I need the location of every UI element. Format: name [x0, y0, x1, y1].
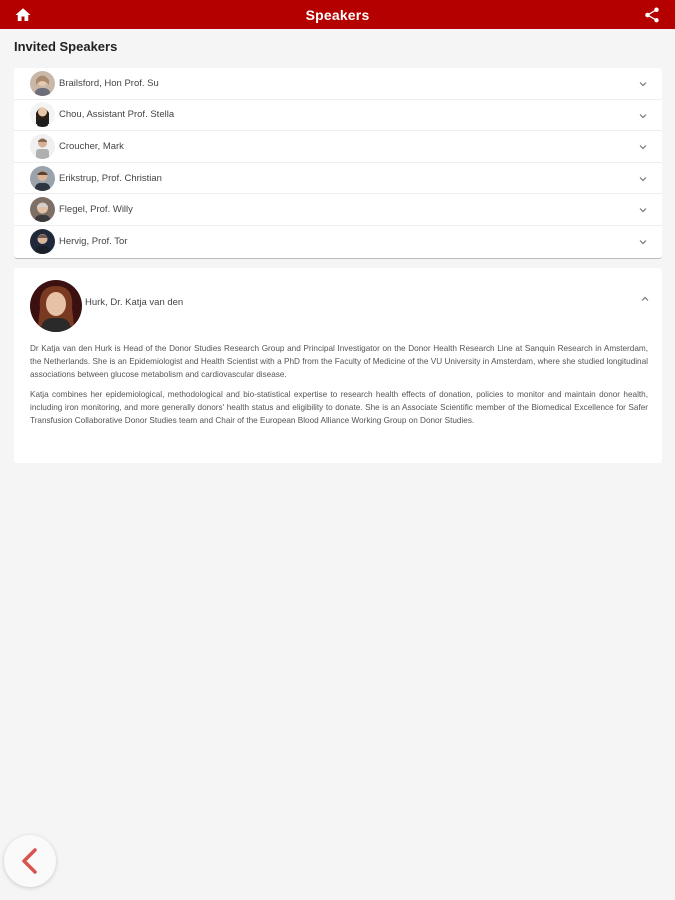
avatar [30, 71, 55, 96]
avatar [30, 102, 55, 127]
avatar [30, 229, 55, 254]
chevron-left-icon [18, 847, 42, 875]
chevron-down-icon [638, 205, 648, 215]
speaker-name: Croucher, Mark [59, 140, 124, 152]
chevron-down-icon [638, 237, 648, 247]
chevron-down-icon [638, 111, 648, 121]
section-title: Invited Speakers [14, 39, 118, 54]
home-icon[interactable] [14, 6, 32, 24]
speaker-row[interactable] [14, 131, 662, 163]
speaker-name: Flegel, Prof. Willy [59, 204, 133, 216]
speaker-list [14, 68, 662, 259]
avatar [30, 134, 55, 159]
speaker-row[interactable] [14, 226, 662, 258]
bio-paragraph: Dr Katja van den Hurk is Head of the Donor Studies Research Group and Principal Investigator on the Donor Health Research Line at Sanquin Research in Amsterdam, the Netherlands. She is an Epidemiologist and Health Scientist with a PhD from the Faculty of Medicine of the VU University in Amsterdam, where she studied longitudinal associations between glucose metabolism and cardiovascular disease. [30, 344, 648, 379]
speaker-name: Erikstrup, Prof. Christian [59, 172, 162, 184]
page-title: Speakers [305, 6, 370, 23]
speaker-name: Chou, Assistant Prof. Stella [59, 109, 175, 121]
speaker-detail-header[interactable] [14, 268, 662, 338]
speaker-name: Hurk, Dr. Katja van den [85, 297, 184, 308]
speaker-name: Hervig, Prof. Tor [59, 236, 128, 248]
avatar [30, 166, 55, 191]
speaker-name: Brailsford, Hon Prof. Su [59, 77, 159, 89]
speaker-row[interactable] [14, 100, 662, 132]
chevron-up-icon [640, 294, 650, 304]
avatar [30, 280, 82, 332]
chevron-down-icon [638, 79, 648, 89]
speaker-detail-card [14, 268, 662, 463]
share-icon[interactable] [643, 6, 661, 24]
speaker-bio [14, 338, 662, 428]
chevron-down-icon [638, 174, 648, 184]
avatar [30, 197, 55, 222]
bio-paragraph: Katja combines her epidemiological, methodological and bio-statistical expertise to research health effects of donation, policies to monitor and maintain donor health, including iron monitoring, and more generally donors' health status and eligibility to donate. She is an Associate Scientific member of the Biomedical Excellence for Safer Transfusion Collaborative Donor Studies team and Chair of the European Blood Alliance Working Group on Donor Studies. [30, 390, 648, 425]
speaker-row[interactable] [14, 163, 662, 195]
app-bar [0, 0, 675, 29]
chevron-down-icon [638, 142, 648, 152]
speaker-row[interactable] [14, 194, 662, 226]
back-button[interactable] [4, 835, 56, 887]
speaker-row[interactable] [14, 68, 662, 100]
